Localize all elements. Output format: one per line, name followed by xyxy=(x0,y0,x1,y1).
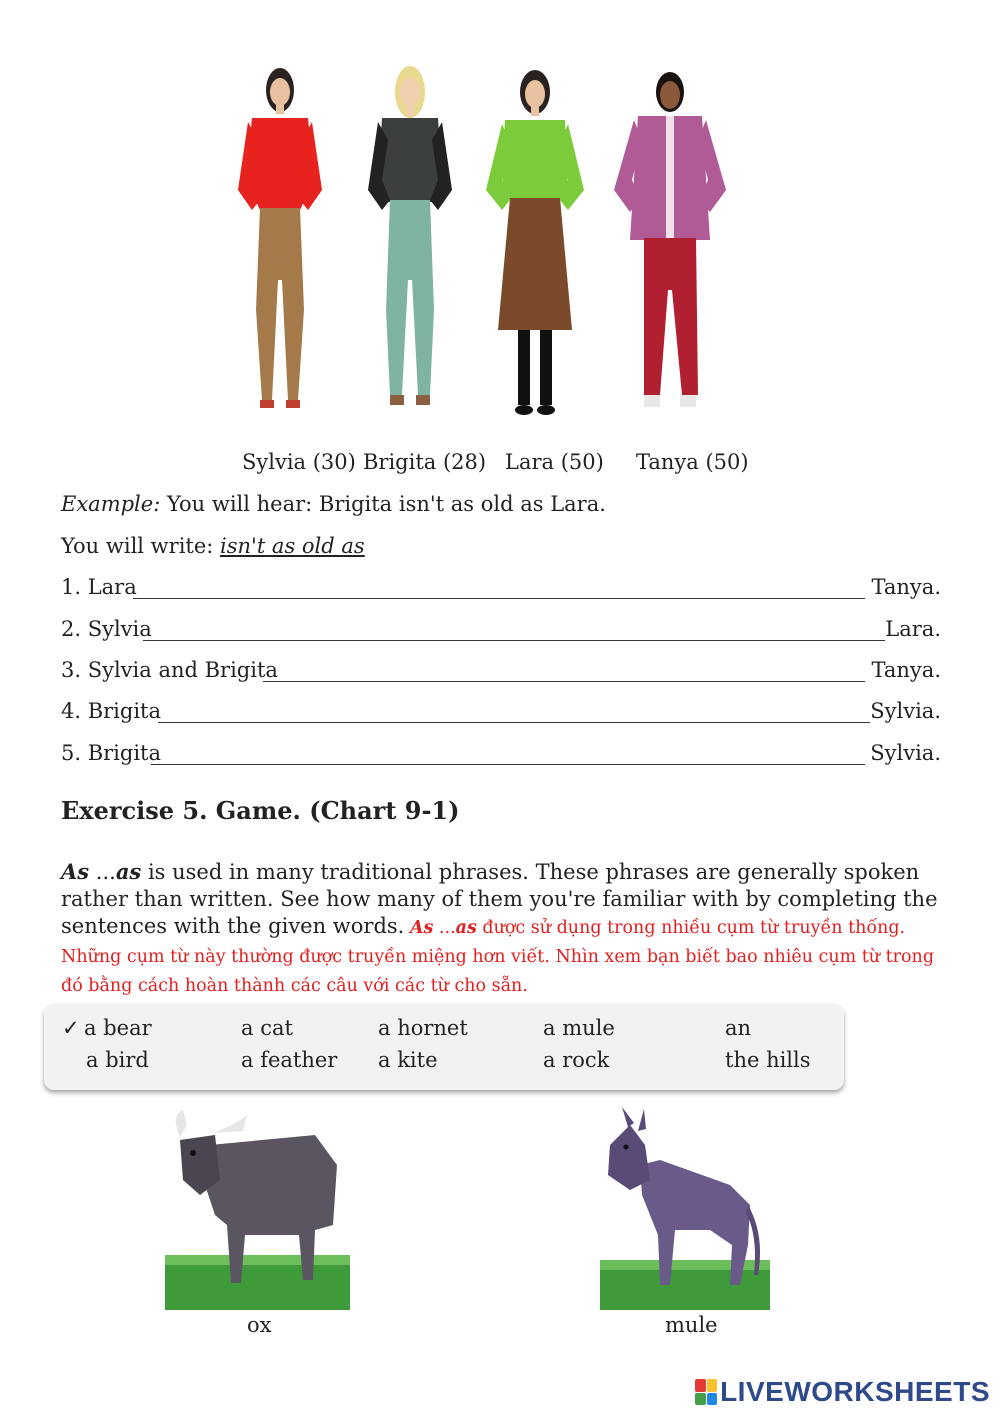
para-text: is used in many traditional phrases. These phrases are generally spoken rather than written. See how many of them you're familiar with by completing the sentences with the given words. xyxy=(61,860,938,938)
word-an: an xyxy=(725,1016,752,1040)
liveworksheets-logo xyxy=(695,1376,990,1408)
liveworksheets-logo-text: LIVEWORKSHEETS xyxy=(720,1376,990,1407)
people-illustration xyxy=(225,50,765,430)
example-prefix: Example: xyxy=(61,492,161,516)
example-write-line xyxy=(61,534,365,558)
item-2-subject: 2. Sylvia xyxy=(61,617,152,641)
name-label-sylvia: Sylvia (30) xyxy=(242,450,356,474)
item-4 xyxy=(61,699,941,729)
example-line xyxy=(61,492,606,516)
item-1 xyxy=(61,575,941,605)
exercise-instructions xyxy=(61,858,941,1000)
item-4-answer-blank[interactable] xyxy=(158,722,870,723)
para-dots: ... xyxy=(89,860,116,884)
item-1-subject: 1. Lara xyxy=(61,575,137,599)
person-sylvia-image xyxy=(230,50,360,430)
word-a-hornet: a hornet xyxy=(378,1016,468,1040)
para-as-2: as xyxy=(115,859,142,884)
item-2 xyxy=(61,617,941,647)
word-a-rock: a rock xyxy=(543,1048,610,1072)
vi-dots: ... xyxy=(433,918,456,938)
name-labels xyxy=(0,450,1000,480)
word-a-kite: a kite xyxy=(378,1048,438,1072)
ox-image xyxy=(165,1105,350,1310)
example-write-prefix: You will write: xyxy=(61,534,221,558)
mule-image xyxy=(600,1105,770,1310)
item-5 xyxy=(61,741,941,771)
name-label-lara: Lara (50) xyxy=(505,450,604,474)
word-a-cat: a cat xyxy=(241,1016,293,1040)
word-a-bear: a bear xyxy=(84,1016,152,1040)
item-3-object: Tanya. xyxy=(871,658,941,682)
vi-as-1: As xyxy=(409,918,434,938)
example-write-answer: isn't as old as xyxy=(220,534,365,558)
item-3-answer-blank[interactable] xyxy=(263,681,865,682)
word-the-hills: the hills xyxy=(725,1048,811,1072)
item-5-subject: 5. Brigita xyxy=(61,741,162,765)
ox-caption: ox xyxy=(247,1313,272,1337)
para-as-1: As xyxy=(61,859,90,884)
check-mark-icon: ✓ xyxy=(62,1016,80,1040)
liveworksheets-logo-mark-icon xyxy=(695,1379,717,1405)
item-4-object: Sylvia. xyxy=(870,699,941,723)
word-box xyxy=(44,1004,844,1090)
item-5-object: Sylvia. xyxy=(870,741,941,765)
vi-text: được sử dụng trong nhiều cụm từ truyền thống. Những cụm từ này thường được truyền miệng hơn viết. Nhìn xem bạn biết bao nhiêu cụm từ trong đó bằng cách hoàn thành các câu với các từ cho sẵn. xyxy=(61,918,935,996)
item-3-subject: 3. Sylvia and Brigita xyxy=(61,658,278,682)
word-a-mule: a mule xyxy=(543,1016,615,1040)
item-5-answer-blank[interactable] xyxy=(151,764,865,765)
item-1-answer-blank[interactable] xyxy=(133,598,865,599)
item-2-answer-blank[interactable] xyxy=(143,640,885,641)
vi-as-2: as xyxy=(455,918,477,938)
name-label-brigita: Brigita (28) xyxy=(363,450,487,474)
person-lara-image xyxy=(480,50,610,430)
item-1-object: Tanya. xyxy=(871,575,941,599)
example-text: You will hear: Brigita isn't as old as Lara. xyxy=(160,492,606,516)
word-a-feather: a feather xyxy=(241,1048,338,1072)
exercise-heading: Exercise 5. Game. (Chart 9-1) xyxy=(61,796,460,825)
item-2-object: Lara. xyxy=(885,617,941,641)
person-tanya-image xyxy=(610,50,740,430)
mule-caption: mule xyxy=(665,1313,718,1337)
person-brigita-image xyxy=(360,50,490,430)
name-label-tanya: Tanya (50) xyxy=(636,450,749,474)
item-4-subject: 4. Brigita xyxy=(61,699,162,723)
item-3 xyxy=(61,658,941,688)
word-a-bird: a bird xyxy=(86,1048,149,1072)
